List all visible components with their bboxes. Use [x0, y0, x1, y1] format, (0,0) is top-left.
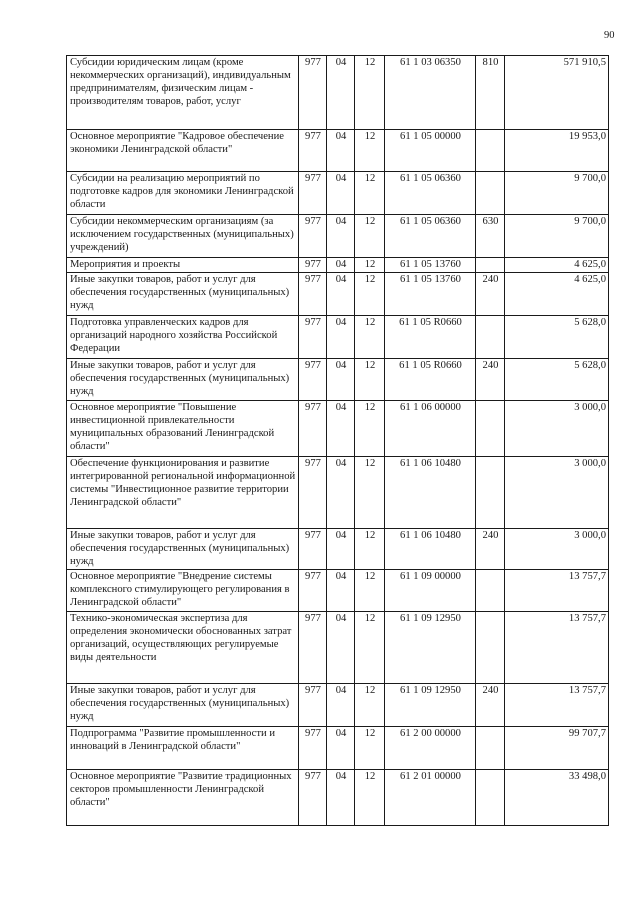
section-code-cell: 04 — [327, 400, 355, 456]
target-article-cell: 61 1 09 12950 — [385, 683, 476, 726]
target-article-cell: 61 1 05 00000 — [385, 130, 476, 172]
section-code-cell: 04 — [327, 272, 355, 315]
amount-cell: 9 700,0 — [505, 172, 609, 215]
target-article-cell: 61 1 09 00000 — [385, 569, 476, 611]
expense-type-cell — [476, 611, 505, 683]
expense-type-cell: 240 — [476, 272, 505, 315]
target-article-cell: 61 1 05 06360 — [385, 215, 476, 258]
subsection-code-cell: 12 — [355, 726, 385, 769]
row-name-cell: Основное мероприятие "Развитие традиционных секторов промышленности Ленинградской области" — [67, 769, 299, 825]
row-name-cell: Подготовка управленческих кадров для организаций народного хозяйства Российской Федерации — [67, 315, 299, 358]
table-row — [67, 683, 609, 726]
grbs-code-cell: 977 — [299, 258, 327, 273]
section-code-cell: 04 — [327, 215, 355, 258]
section-code-cell: 04 — [327, 683, 355, 726]
amount-cell: 13 757,7 — [505, 611, 609, 683]
table-row — [67, 528, 609, 569]
table-row — [67, 456, 609, 528]
grbs-code-cell: 977 — [299, 272, 327, 315]
budget-table — [66, 55, 609, 826]
row-name-cell: Мероприятия и проекты — [67, 258, 299, 273]
table-row — [67, 172, 609, 215]
grbs-code-cell: 977 — [299, 683, 327, 726]
row-name-cell: Технико-экономическая экспертиза для определения экономически обоснованных затрат организаций, осуществляющих регулируемые виды деятельности — [67, 611, 299, 683]
table-row — [67, 258, 609, 273]
grbs-code-cell: 977 — [299, 56, 327, 130]
section-code-cell: 04 — [327, 258, 355, 273]
target-article-cell: 61 1 05 06360 — [385, 172, 476, 215]
expense-type-cell — [476, 726, 505, 769]
expense-type-cell — [476, 130, 505, 172]
expense-type-cell: 810 — [476, 56, 505, 130]
grbs-code-cell: 977 — [299, 528, 327, 569]
grbs-code-cell: 977 — [299, 769, 327, 825]
subsection-code-cell: 12 — [355, 569, 385, 611]
grbs-code-cell: 977 — [299, 611, 327, 683]
row-name-cell: Иные закупки товаров, работ и услуг для обеспечения государственных (муниципальных) нужд — [67, 683, 299, 726]
expense-type-cell: 240 — [476, 528, 505, 569]
amount-cell: 33 498,0 — [505, 769, 609, 825]
amount-cell: 5 628,0 — [505, 358, 609, 400]
section-code-cell: 04 — [327, 130, 355, 172]
section-code-cell: 04 — [327, 172, 355, 215]
row-name-cell: Иные закупки товаров, работ и услуг для обеспечения государственных (муниципальных) нужд — [67, 272, 299, 315]
subsection-code-cell: 12 — [355, 456, 385, 528]
grbs-code-cell: 977 — [299, 400, 327, 456]
subsection-code-cell: 12 — [355, 272, 385, 315]
amount-cell: 4 625,0 — [505, 258, 609, 273]
table-row — [67, 215, 609, 258]
amount-cell: 19 953,0 — [505, 130, 609, 172]
subsection-code-cell: 12 — [355, 769, 385, 825]
subsection-code-cell: 12 — [355, 130, 385, 172]
target-article-cell: 61 1 05 13760 — [385, 258, 476, 273]
grbs-code-cell: 977 — [299, 172, 327, 215]
grbs-code-cell: 977 — [299, 130, 327, 172]
amount-cell: 13 757,7 — [505, 683, 609, 726]
target-article-cell: 61 1 05 R0660 — [385, 358, 476, 400]
row-name-cell: Основное мероприятие "Кадровое обеспечение экономики Ленинградской области" — [67, 130, 299, 172]
target-article-cell: 61 1 06 00000 — [385, 400, 476, 456]
row-name-cell: Субсидии на реализацию мероприятий по подготовке кадров для экономики Ленинградской области — [67, 172, 299, 215]
table-row — [67, 315, 609, 358]
amount-cell: 4 625,0 — [505, 272, 609, 315]
subsection-code-cell: 12 — [355, 215, 385, 258]
table-row — [67, 569, 609, 611]
row-name-cell: Иные закупки товаров, работ и услуг для обеспечения государственных (муниципальных) нужд — [67, 358, 299, 400]
grbs-code-cell: 977 — [299, 315, 327, 358]
section-code-cell: 04 — [327, 456, 355, 528]
row-name-cell: Основное мероприятие "Повышение инвестиционной привлекательности муниципальных образований Ленинградской области" — [67, 400, 299, 456]
subsection-code-cell: 12 — [355, 611, 385, 683]
expense-type-cell: 630 — [476, 215, 505, 258]
subsection-code-cell: 12 — [355, 315, 385, 358]
grbs-code-cell: 977 — [299, 456, 327, 528]
row-name-cell: Обеспечение функционирования и развитие интегрированной региональной информационной системы "Инвестиционное развитие территории Ленинградской области" — [67, 456, 299, 528]
table-row — [67, 130, 609, 172]
row-name-cell: Иные закупки товаров, работ и услуг для обеспечения государственных (муниципальных) нужд — [67, 528, 299, 569]
row-name-cell: Основное мероприятие "Внедрение системы комплексного стимулирующего регулирования в Ленинградской области" — [67, 569, 299, 611]
section-code-cell: 04 — [327, 769, 355, 825]
expense-type-cell — [476, 569, 505, 611]
target-article-cell: 61 1 09 12950 — [385, 611, 476, 683]
expense-type-cell — [476, 400, 505, 456]
section-code-cell: 04 — [327, 315, 355, 358]
subsection-code-cell: 12 — [355, 683, 385, 726]
target-article-cell: 61 1 05 R0660 — [385, 315, 476, 358]
target-article-cell: 61 2 01 00000 — [385, 769, 476, 825]
row-name-cell: Субсидии некоммерческим организациям (за исключением государственных (муниципальных) учреждений) — [67, 215, 299, 258]
subsection-code-cell: 12 — [355, 400, 385, 456]
expense-type-cell — [476, 258, 505, 273]
amount-cell: 3 000,0 — [505, 400, 609, 456]
table-row — [67, 272, 609, 315]
row-name-cell: Субсидии юридическим лицам (кроме некоммерческих организаций), индивидуальным предпринимателям, физическим лицам - производителям товаров, работ, услуг — [67, 56, 299, 130]
grbs-code-cell: 977 — [299, 726, 327, 769]
expense-type-cell — [476, 315, 505, 358]
expense-type-cell: 240 — [476, 358, 505, 400]
table-row — [67, 358, 609, 400]
table-row — [67, 611, 609, 683]
target-article-cell: 61 1 06 10480 — [385, 456, 476, 528]
amount-cell: 3 000,0 — [505, 456, 609, 528]
grbs-code-cell: 977 — [299, 215, 327, 258]
table-row — [67, 769, 609, 825]
expense-type-cell — [476, 172, 505, 215]
subsection-code-cell: 12 — [355, 172, 385, 215]
target-article-cell: 61 1 05 13760 — [385, 272, 476, 315]
expense-type-cell: 240 — [476, 683, 505, 726]
section-code-cell: 04 — [327, 569, 355, 611]
page-number: 90 — [604, 30, 615, 41]
section-code-cell: 04 — [327, 528, 355, 569]
budget-table-body — [67, 56, 609, 826]
subsection-code-cell: 12 — [355, 358, 385, 400]
expense-type-cell — [476, 769, 505, 825]
subsection-code-cell: 12 — [355, 528, 385, 569]
amount-cell: 9 700,0 — [505, 215, 609, 258]
expense-type-cell — [476, 456, 505, 528]
target-article-cell: 61 1 03 06350 — [385, 56, 476, 130]
amount-cell: 5 628,0 — [505, 315, 609, 358]
subsection-code-cell: 12 — [355, 258, 385, 273]
grbs-code-cell: 977 — [299, 569, 327, 611]
subsection-code-cell: 12 — [355, 56, 385, 130]
target-article-cell: 61 2 00 00000 — [385, 726, 476, 769]
amount-cell: 99 707,7 — [505, 726, 609, 769]
amount-cell: 13 757,7 — [505, 569, 609, 611]
table-row — [67, 56, 609, 130]
table-row — [67, 726, 609, 769]
row-name-cell: Подпрограмма "Развитие промышленности и инноваций в Ленинградской области" — [67, 726, 299, 769]
table-row — [67, 400, 609, 456]
amount-cell: 571 910,5 — [505, 56, 609, 130]
grbs-code-cell: 977 — [299, 358, 327, 400]
target-article-cell: 61 1 06 10480 — [385, 528, 476, 569]
section-code-cell: 04 — [327, 611, 355, 683]
section-code-cell: 04 — [327, 56, 355, 130]
section-code-cell: 04 — [327, 726, 355, 769]
section-code-cell: 04 — [327, 358, 355, 400]
amount-cell: 3 000,0 — [505, 528, 609, 569]
